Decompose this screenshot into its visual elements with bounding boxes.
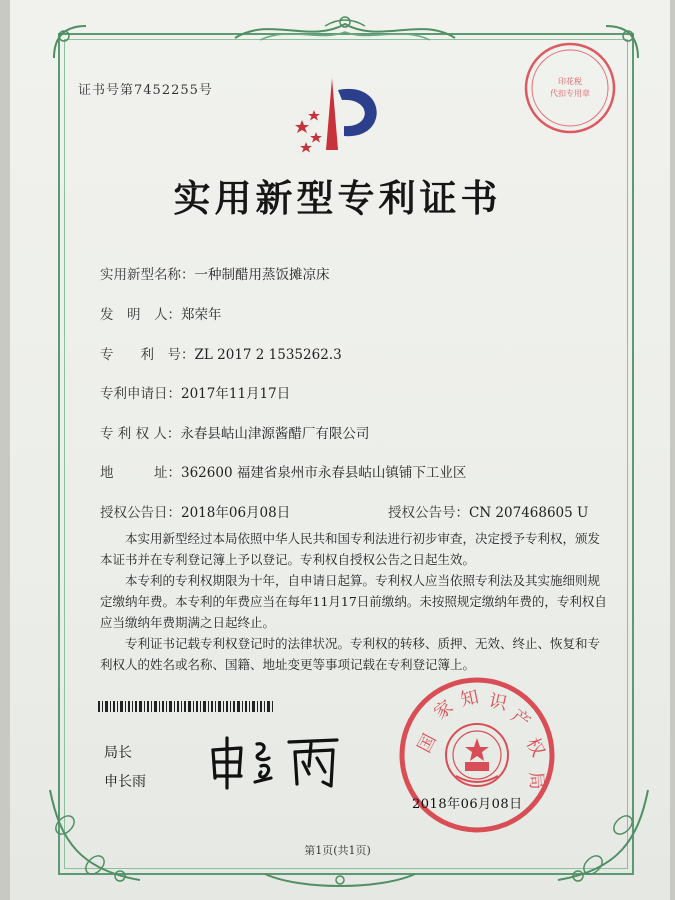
body-paragraph: 本实用新型经过本局依照中华人民共和国专利法进行初步审查，决定授予专利权，颁发本证书并在专利登记簿上予以登记。专利权自授权公告之日起生效。: [100, 531, 601, 567]
corner-ornament-br: [548, 780, 658, 890]
seal-date: 2018年06月08日: [412, 797, 523, 812]
field-value: 2018年06月08日: [181, 505, 291, 521]
svg-text:印花税: 印花税: [558, 77, 582, 86]
field-label: 专利申请日：: [100, 386, 181, 402]
field-value: 一种制醋用蒸饭摊凉床: [194, 267, 330, 283]
signature: [205, 732, 355, 792]
field-value: CN 207468605 U: [469, 505, 589, 521]
field-label: 专 利 权 人：: [100, 426, 181, 442]
director-name: 申长雨: [104, 774, 146, 790]
field-value: 郑荣年: [181, 307, 222, 323]
field-address: [100, 461, 466, 481]
field-value: 2017年11月17日: [181, 386, 291, 402]
field-label: 发 明 人：: [100, 307, 181, 323]
tax-stamp: [520, 38, 620, 138]
field-value: 362600 福建省泉州市永春县岵山镇铺下工业区: [181, 465, 467, 481]
svg-text:产: 产: [506, 705, 535, 734]
corner-ornament-tl: [50, 22, 90, 62]
field-grant-date: [100, 501, 290, 521]
bottom-ornament: [260, 868, 420, 890]
svg-text:家: 家: [430, 696, 458, 724]
svg-text:局: 局: [525, 770, 548, 791]
field-label: 专 利 号：: [100, 347, 195, 363]
certificate-body: [100, 528, 610, 675]
body-paragraph: 本专利的专利权期限为十年，自申请日起算。专利权人应当依照专利法及其实施细则规定缴纳年费。本专利的年费应当在每年11月17日前缴纳。未按照规定缴纳年费的，专利权自应当缴纳年费期满之日起终止。: [100, 573, 607, 630]
svg-text:国: 国: [413, 730, 441, 757]
field-inventor: [100, 303, 222, 323]
field-patent-number: [100, 343, 342, 363]
field-label: 实用新型名称：: [100, 267, 195, 283]
top-ornament: [230, 14, 460, 46]
field-value: ZL 2017 2 1535262.3: [194, 347, 342, 363]
svg-text:识: 识: [486, 690, 509, 715]
body-paragraph: 专利证书记载专利权登记时的法律状况。专利权的转移、质押、无效、终止、恢复和专利权人的姓名或名称、国籍、地址变更等事项记载在专利登记簿上。: [100, 636, 601, 672]
page-number: 第1页(共1页): [304, 844, 371, 857]
field-value: 永春县岵山津源酱醋厂有限公司: [180, 426, 370, 442]
field-application-date: [100, 382, 290, 402]
svg-text:知: 知: [458, 686, 481, 711]
field-label: 授权公告号：: [388, 505, 469, 521]
certificate-number: 证书号第7452255号: [78, 83, 213, 98]
field-patentee: [100, 422, 369, 442]
director-title: 局长: [104, 745, 132, 761]
patent-office-logo: [292, 70, 392, 160]
svg-text:权: 权: [521, 734, 549, 761]
certificate-title: 实用新型专利证书: [173, 177, 502, 220]
barcode: [98, 701, 273, 712]
field-label: 地 址：: [100, 465, 181, 481]
svg-text:代扣专用章: 代扣专用章: [550, 89, 590, 98]
field-label: 授权公告日：: [100, 505, 181, 521]
field-name: [100, 263, 330, 283]
field-grant-number: [388, 501, 588, 521]
corner-ornament-bl: [40, 780, 150, 890]
